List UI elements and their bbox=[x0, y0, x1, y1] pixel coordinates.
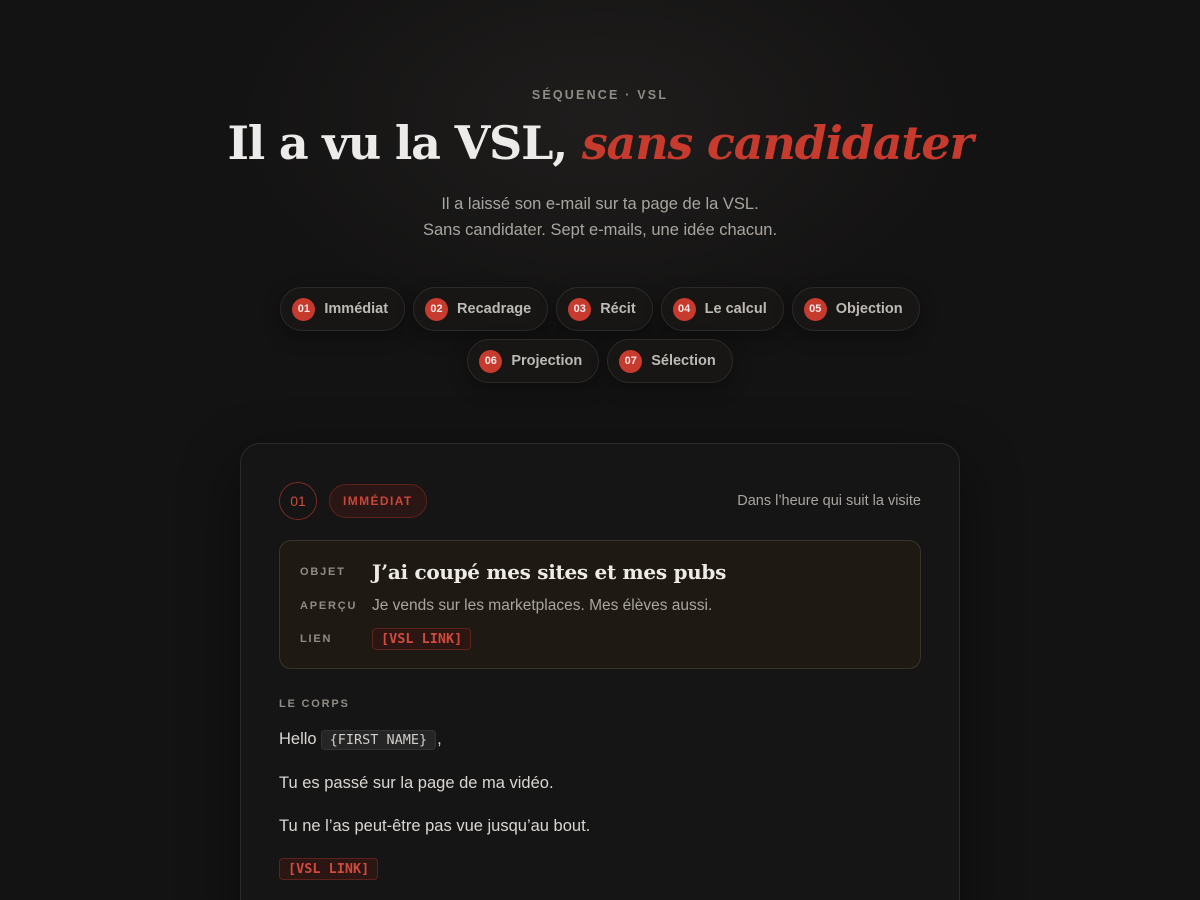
body-link-line bbox=[279, 858, 378, 880]
subject-row bbox=[300, 560, 900, 584]
step-chip-recadrage[interactable] bbox=[413, 287, 548, 331]
step-nav-row-2 bbox=[0, 339, 1200, 383]
link-row bbox=[300, 628, 900, 650]
email-card-header bbox=[279, 482, 921, 520]
vsl-link-placeholder[interactable]: [VSL LINK] bbox=[372, 628, 471, 650]
email-step-tag: IMMÉDIAT bbox=[329, 484, 427, 518]
step-label: Immédiat bbox=[324, 301, 389, 317]
email-meta-box bbox=[279, 540, 921, 669]
step-label: Récit bbox=[600, 301, 636, 317]
step-number: 04 bbox=[673, 298, 696, 321]
page-title bbox=[0, 116, 1200, 170]
greeting-text: Hello bbox=[279, 730, 317, 748]
email-step-number: 01 bbox=[279, 482, 317, 520]
preview-row bbox=[300, 597, 900, 615]
step-nav-row-1 bbox=[0, 287, 1200, 331]
email-timing: Dans l’heure qui suit la visite bbox=[737, 493, 921, 509]
step-chip-le-calcul[interactable] bbox=[661, 287, 784, 331]
step-number: 05 bbox=[804, 298, 827, 321]
eyebrow: SÉQUENCE · VSL bbox=[531, 88, 669, 102]
step-number: 02 bbox=[425, 298, 448, 321]
step-label: Objection bbox=[835, 301, 903, 317]
step-nav bbox=[0, 287, 1200, 391]
vsl-link-placeholder[interactable]: [VSL LINK] bbox=[279, 858, 378, 880]
step-label: Le calcul bbox=[704, 301, 767, 317]
step-chip-objection[interactable] bbox=[792, 287, 920, 331]
body-label: LE CORPS bbox=[279, 698, 350, 710]
step-number: 06 bbox=[479, 350, 502, 373]
subtitle-line-2: Sans candidater. Sept e-mails, une idée chacun. bbox=[422, 221, 778, 239]
greeting-end: , bbox=[437, 730, 442, 748]
subtitle-line-1: Il a laissé son e-mail sur ta page de la VSL. bbox=[441, 195, 759, 213]
email-preview: Je vends sur les marketplaces. Mes élèves aussi. bbox=[372, 597, 713, 614]
step-label: Projection bbox=[511, 353, 583, 369]
step-number: 03 bbox=[568, 298, 591, 321]
body-greeting bbox=[279, 730, 442, 750]
title-main: Il a vu la VSL, bbox=[227, 116, 582, 170]
step-chip-recit[interactable] bbox=[556, 287, 652, 331]
first-name-variable: {FIRST NAME} bbox=[321, 730, 437, 750]
step-label: Recadrage bbox=[457, 301, 532, 317]
body-line-2: Tu es passé sur la page de ma vidéo. bbox=[279, 774, 554, 792]
subject-key: OBJET bbox=[300, 566, 346, 578]
step-chip-immediat[interactable] bbox=[280, 287, 405, 331]
step-label: Sélection bbox=[651, 353, 716, 369]
preview-key: APERÇU bbox=[300, 600, 358, 612]
step-number: 07 bbox=[619, 350, 642, 373]
link-key: LIEN bbox=[300, 633, 333, 645]
email-subject: J’ai coupé mes sites et mes pubs bbox=[372, 560, 727, 584]
body-line-3: Tu ne l’as peut-être pas vue jusqu’au bout. bbox=[279, 817, 591, 835]
step-number: 01 bbox=[292, 298, 315, 321]
title-accent: sans candidater bbox=[581, 116, 973, 170]
email-card bbox=[240, 443, 960, 900]
step-chip-selection[interactable] bbox=[607, 339, 732, 383]
subtitle bbox=[0, 191, 1200, 243]
step-chip-projection[interactable] bbox=[467, 339, 599, 383]
